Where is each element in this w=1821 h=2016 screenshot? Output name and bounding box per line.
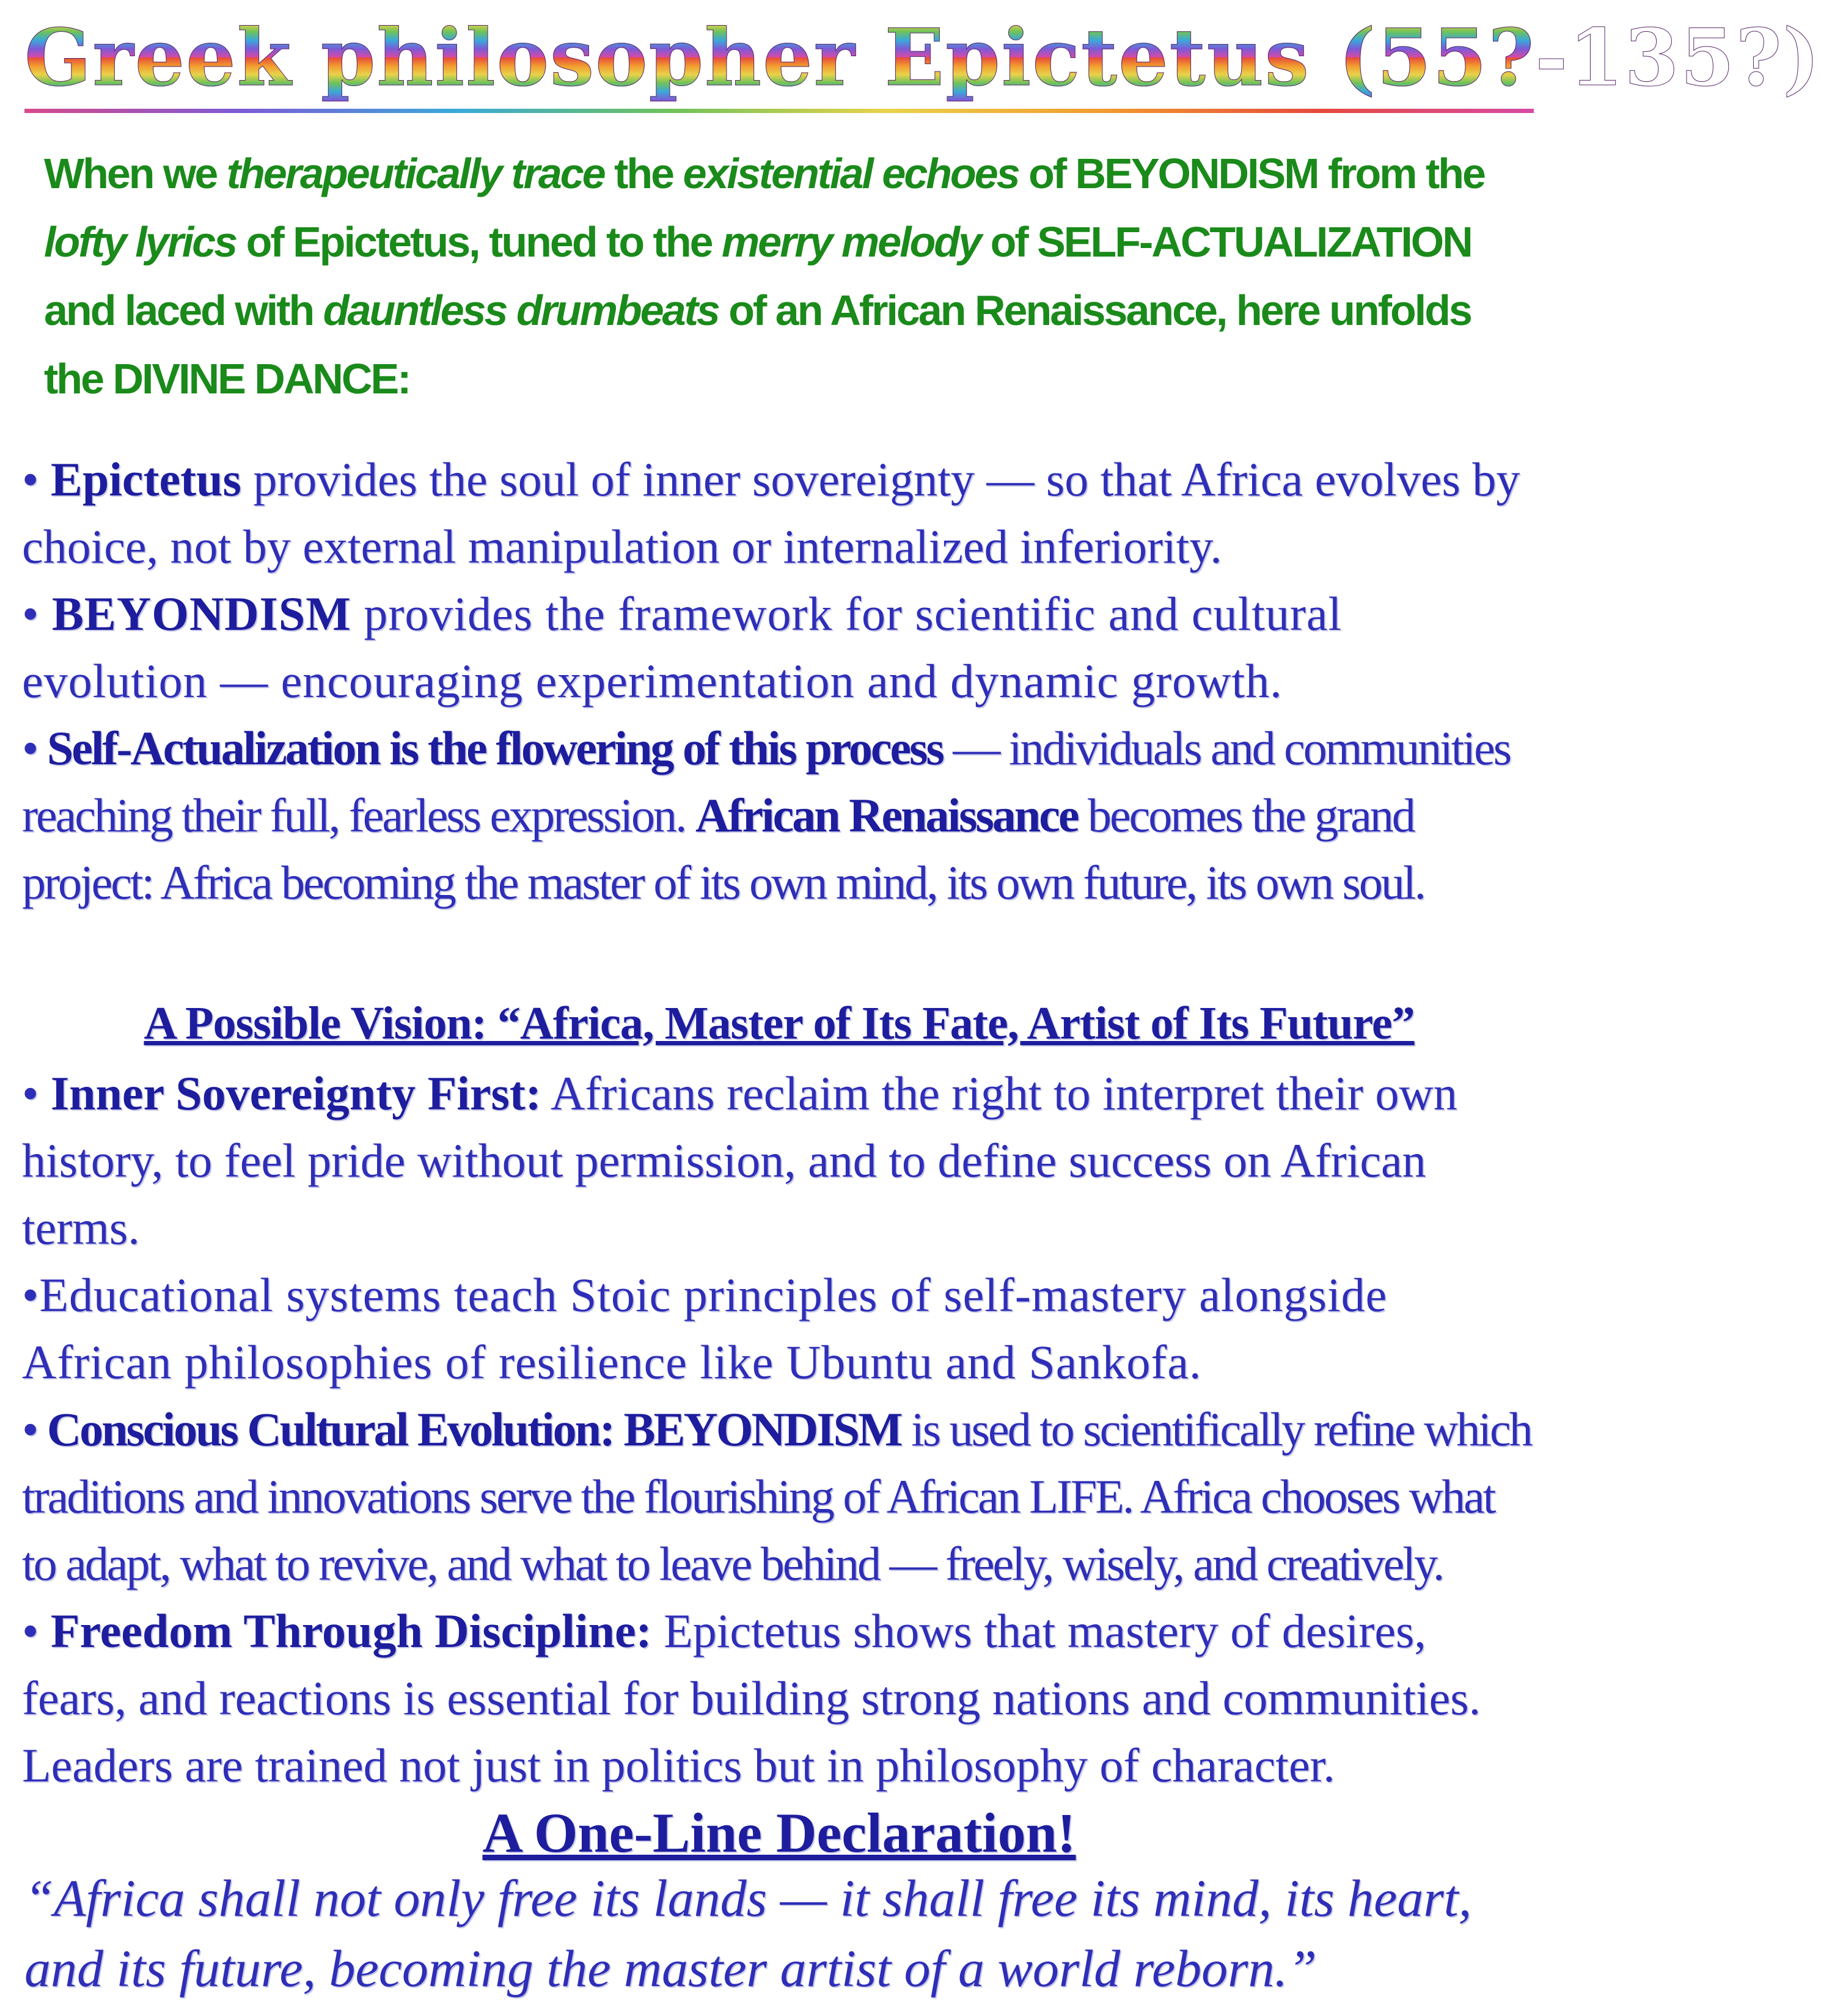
item-lead: Inner Sovereignty First:: [50, 1067, 541, 1120]
item-text: is used to scientifically refine which traditions and innovations serve the flourishing of African LIFE. Africa chooses what to adapt, what to revive, and what to leave behind — freely, wisely, and creatively.: [22, 1403, 1531, 1590]
item-text: provides the soul of inner sovereignty — so that Africa evolves by choice, not by external manipulation or internalized inferiority.: [22, 453, 1520, 573]
bullet: •: [22, 587, 40, 640]
item-text: provides the framework for scientific and cultural evolution — encouraging experimentation and dynamic growth.: [22, 587, 1343, 707]
bullet: •: [22, 1403, 37, 1456]
item-text: Epictetus shows that mastery of desires, fears, and reactions is essential for building strong nations and communities. Leaders are trained not just in politics but in philosophy of character.: [22, 1604, 1481, 1792]
item-text: becomes the grand project: Africa becoming the master of its own mind, its own future, its own soul.: [22, 789, 1425, 909]
intro-italic: merry melody: [722, 218, 981, 266]
item-text: — individuals and communities reaching their full, fearless expression.: [22, 721, 1511, 842]
list-item-self-actualization: [22, 715, 1537, 916]
intro-italic: therapeutically trace: [226, 150, 604, 197]
intro-text: of SELF-ACTUALIZATION and laced with: [44, 218, 1471, 334]
list-item-discipline: [22, 1598, 1537, 1799]
bullet: •: [22, 1604, 39, 1657]
intro-italic: dauntless drumbeats: [323, 287, 719, 334]
intro-text: the: [604, 150, 683, 197]
bullet: •: [22, 721, 37, 775]
item-lead: BEYONDISM: [51, 587, 351, 640]
bullet: •: [22, 1067, 39, 1120]
intro-paragraph: [44, 139, 1511, 413]
intro-text: of an African Renaissance, here unfolds the DIVINE DANCE:: [44, 287, 1471, 403]
vision-heading: A Possible Vision: “Africa, Master of Its Fate, Artist of Its Future”: [144, 998, 1415, 1049]
declaration-quote: “Africa shall not only free its lands — it shall free its mind, its heart, and its future, becoming the master artist of a world reborn.”: [24, 1869, 1472, 1998]
intro-text: When we: [44, 150, 227, 197]
page-title: Greek philosopher Epictetus (55?-135?): [24, 6, 1534, 110]
list-item-inner-sovereignty: [22, 1060, 1537, 1262]
intro-italic: existential echoes: [683, 150, 1019, 197]
declaration-heading: A One-Line Declaration!: [482, 1802, 1076, 1864]
list-item-education: [22, 1262, 1537, 1396]
intro-text: of Epictetus, tuned to the: [236, 218, 722, 266]
list-item-beyondism: [22, 580, 1537, 715]
item-lead: Epictetus: [50, 453, 241, 506]
list-item-cultural-evolution: [22, 1396, 1537, 1598]
vision-section: [22, 1060, 1537, 1799]
bullet: •: [22, 453, 39, 506]
title-underline: [24, 109, 1534, 113]
bullet: •: [22, 1268, 40, 1321]
item-text: Educational systems teach Stoic principles of self-mastery alongside African philosophies of resilience like Ubuntu and Sankofa.: [22, 1268, 1388, 1389]
list-item-epictetus: [22, 446, 1537, 580]
item-lead: Freedom Through Discipline:: [50, 1604, 652, 1657]
item-lead: African Renaissance: [695, 789, 1078, 842]
intro-italic: lofty lyrics: [44, 218, 236, 266]
item-lead: Conscious Cultural Evolution: BEYONDISM: [46, 1403, 901, 1456]
summary-section: [22, 446, 1537, 916]
intro-text: of BEYONDISM from the: [1018, 150, 1484, 197]
item-text: Africans reclaim the right to interpret their own history, to feel pride without permission, and to define success on African terms.: [22, 1067, 1457, 1254]
item-lead: Self-Actualization is the flowering of this process: [46, 721, 943, 775]
